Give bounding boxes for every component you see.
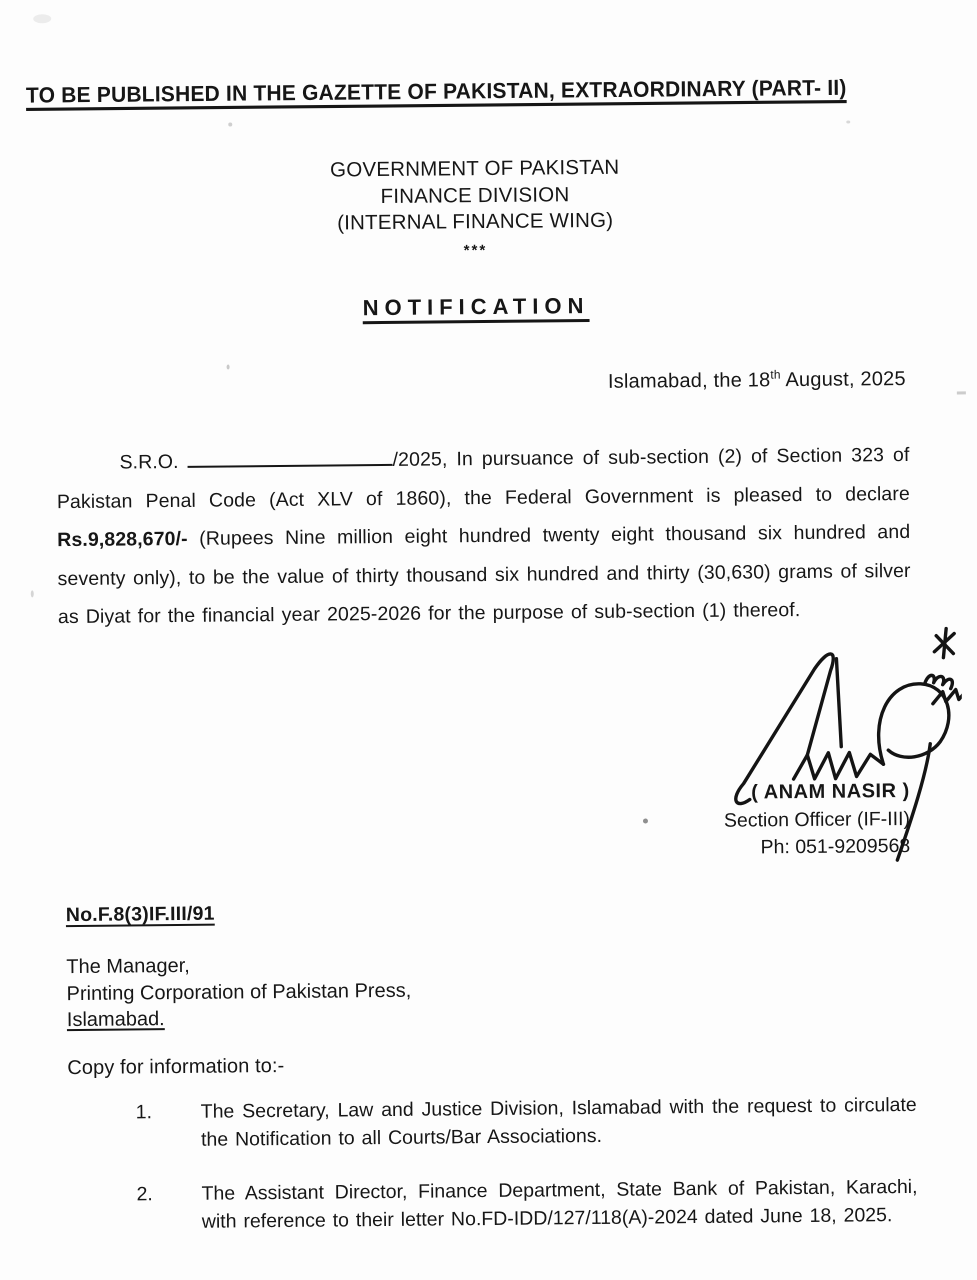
gazette-publication-header: TO BE PUBLISHED IN THE GAZETTE OF PAKISTAN, EXTRAORDINARY (PART- II) xyxy=(25,76,847,108)
copy-item-number: 1. xyxy=(135,1101,153,1124)
sro-suffix-text: /2025, In pursuance of sub-section (2) of Section 323 of Pakistan Penal Code (Act XLV of 1860), the Federal Government is pleased to declare xyxy=(56,443,910,513)
notification-body-paragraph xyxy=(56,436,911,637)
scan-artifact xyxy=(31,590,34,597)
scan-artifact xyxy=(228,122,232,126)
scan-artifact xyxy=(33,14,51,23)
file-reference-number: No.F.8(3)IF.III/91 xyxy=(65,902,215,927)
dateline xyxy=(608,368,906,394)
diyat-amount: Rs.9,828,670/- xyxy=(57,527,188,552)
copy-item-number: 2. xyxy=(136,1183,153,1206)
copy-item-text: The Secretary, Law and Justice Division, Islamabad with the request to circulate the Notification to all Courts/Bar Associations. xyxy=(200,1093,917,1151)
letterhead-line-government: GOVERNMENT OF PAKISTAN xyxy=(330,155,620,182)
copy-list-item xyxy=(136,1092,917,1154)
addressee-line-city: Islamabad. xyxy=(66,1008,165,1032)
dateline-ordinal: th xyxy=(770,367,781,382)
scan-artifact xyxy=(227,364,230,369)
copy-list-item xyxy=(136,1174,917,1236)
letterhead-line-wing: (INTERNAL FINANCE WING) xyxy=(337,208,614,235)
sro-label: S.R.O. xyxy=(119,450,179,474)
signer-name: ( ANAM NASIR ) xyxy=(751,779,910,804)
addressee-line-press: Printing Corporation of Pakistan Press, xyxy=(66,979,412,1005)
addressee-block xyxy=(66,951,411,1034)
notification-title xyxy=(236,292,716,323)
signer-phone: Ph: 051-9209568 xyxy=(760,834,911,859)
dateline-prefix: Islamabad, the 18 xyxy=(607,369,771,393)
scan-artifact xyxy=(957,391,966,394)
scan-artifact xyxy=(846,121,850,124)
signer-designation: Section Officer (IF-III) xyxy=(723,807,911,832)
notification-title-text: NOTIFICATION xyxy=(362,293,590,321)
sro-blank-line xyxy=(188,460,393,468)
copy-item-text: The Assistant Director, Finance Department, State Bank of Pakistan, Karachi, with reference to their letter No.FD-IDD/127/118(A)-2024 dated June 18, 2025. xyxy=(201,1175,918,1233)
letterhead-line-division: FINANCE DIVISION xyxy=(380,182,570,208)
dateline-suffix: August, 2025 xyxy=(780,367,906,392)
addressee-line-manager: The Manager, xyxy=(66,954,190,979)
signature-block xyxy=(590,778,911,864)
scan-artifact xyxy=(643,818,648,823)
body-remainder-text: (Rupees Nine million eight hundred twenty eight thousand six hundred and seventy only), to be the value of thirty thousand six hundred and thirty (30,630) grams of silver as Diyat for the financial year 2025-2026 for the purpose of sub-section (1) thereof. xyxy=(57,520,911,629)
letterhead xyxy=(235,154,716,267)
letterhead-separator-stars: *** xyxy=(463,241,488,259)
copy-for-information-heading: Copy for information to:- xyxy=(67,1054,285,1080)
